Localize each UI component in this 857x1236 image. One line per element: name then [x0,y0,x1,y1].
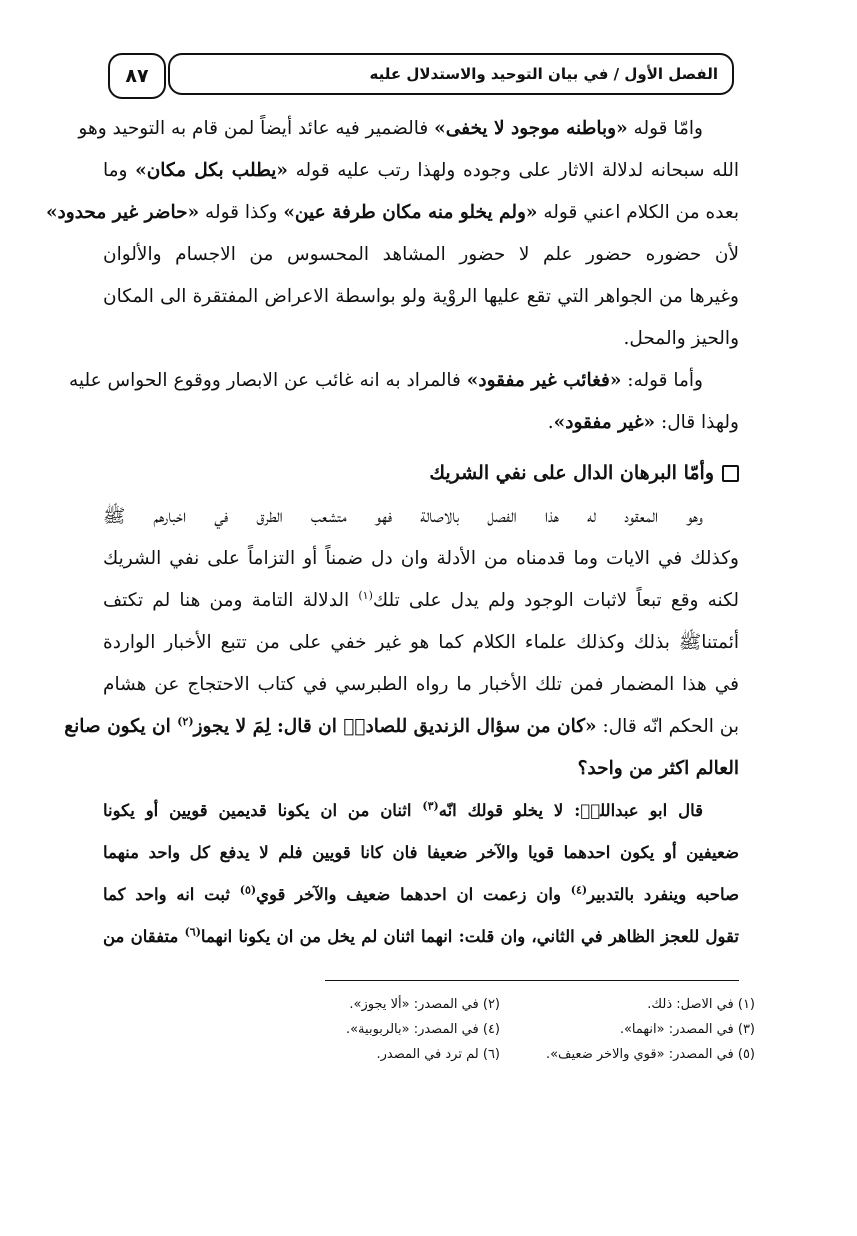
text-run: متفقان من [103,927,185,946]
footnote-marker: (٢) [177,714,194,728]
hadith-quote [103,790,739,958]
text-run: اثنان من ان يكونا قديمين قويين أو يكونا [103,801,423,820]
footnote-marker: (١) [358,588,373,602]
text-line [69,360,739,402]
main-text [45,108,739,958]
footnote-marker: (٦) [184,925,201,939]
footnote-marker: (٥) [239,883,257,897]
text-line: وغيرها من الجواهر التي تقع عليها الروْية ولو بواسطة الاعراض المفتقرة الى المكان [103,286,739,307]
text-line [103,402,739,444]
section-heading [429,444,739,502]
running-title [168,53,734,95]
quote-run: ان يكون صانع [64,716,178,737]
text-line: ضعيفين أو يكون احدهما قويا والآخر ضعيفا فان كانا قويين فلم لا يدفع كل واحد منهما [103,843,739,862]
footnote-marker: (٣) [422,799,439,813]
text-run: بعده من الكلام اعني قوله [537,202,739,223]
text-line: والحيز والمحل. [623,328,739,349]
text-run: قال ابو عبداللهؑ: لا يخلو قولك انّه [438,801,703,820]
footnote: (٥) في المصدر: «قوي والاخر ضعيف». [545,1047,755,1062]
footnote-row [245,1017,755,1042]
footnote-row [245,992,755,1017]
quote-run: «غير مفقود» [553,412,656,433]
text-run: الدلالة التامة ومن هنا لم تكتف [103,590,359,611]
footnote: (٢) في المصدر: «ألا يجوز». [349,997,500,1012]
text-run: فالضمير فيه عائد أيضاً لمن قام به التوحيد وهو [78,118,435,139]
text-run: صاحبه وينفرد بالتدبير [587,885,739,904]
text-line: لأن حضوره حضور علم لا حضور المشاهد المحسوس من الاجسام والألوان [103,244,739,265]
footnote-marker: (٤) [570,883,588,897]
section-heading-text: وأمّا البرهان الدال على نفي الشريك [429,462,714,484]
text-run: وامّا قوله [627,118,703,139]
text-run: . [547,412,554,433]
footnote: (٣) في المصدر: «انهما». [619,1022,755,1037]
footnote: (١) في الاصل: ذلك. [647,997,755,1012]
text-line [45,192,739,234]
text-line: العالم اكثر من واحد؟ [577,758,739,779]
text-line [103,580,739,622]
text-line: أئمتناﷺ بذلك وكذلك علماء الكلام كما هو غير خفي على من تتبع الأخبار الواردة [103,632,739,653]
running-title-text: الفصل الأول / في بيان التوحيد والاستدلال عليه [369,65,718,83]
quote-run: «وباطنه موجود لا يخفى» [434,118,628,139]
text-run: الله سبحانه لدلالة الاثار على وجوده ولهذا رتب عليه قوله [287,160,739,181]
text-run: وأما قوله: [621,370,703,391]
section-heading-line [103,444,739,496]
text-line [64,706,739,748]
quote-run: «ولم يخلو منه مكان طرفة عين» [283,202,538,223]
footnote-row [245,1042,755,1067]
text-line: وهو المعقود له هذا الفصل بالاصالة فهو متشعب الطرق في اخبارهم ﷺ [103,506,703,527]
square-bullet-icon [722,465,739,482]
text-line [103,150,739,192]
footnote: (٤) في المصدر: «بالربوبية». [345,1022,500,1037]
footnote-divider [325,980,739,981]
text-run: وكذا قوله [199,202,284,223]
quote-run: «حاضر غير محدود» [45,202,200,223]
running-header [108,53,738,99]
text-run: ولهذا قال: [655,412,739,433]
text-run: وما [103,160,136,181]
footnotes [245,992,755,1067]
quote-run: «فغائب غير مفقود» [466,370,622,391]
quote-run: «يطلب بكل مكان» [135,160,288,181]
text-run: لكنه وقع تبعاً لاثبات الوجود ولم يدل على تلك [372,590,739,611]
text-run: وان زعمت ان احدهما ضعيف والآخر قوي [256,885,571,904]
text-run: بن الحكم انّه قال: [596,716,739,737]
text-line [103,874,739,916]
text-line [78,108,739,150]
text-line: وكذلك في الايات وما قدمناه من الأدلة وان دل ضمناً أو التزاماً على نفي الشريك [103,548,739,569]
text-line [103,790,739,832]
footnote: (٦) لم ترد في المصدر. [376,1047,500,1062]
quote-run: «كان من سؤال الزنديق للصادقؑ ان قال: لِمَ لا يجوز [193,716,597,737]
text-run: فالمراد به انه غائب عن الابصار ووقوع الحواس عليه [69,370,467,391]
page-number: ٨٧ [108,53,166,99]
text-run: تقول للعجز الظاهر في الثاني، وان قلت: انهما اثنان لم يخل من ان يكونا انهما [200,927,739,946]
text-line [103,916,739,958]
text-run: ثبت انه واحد كما [103,885,240,904]
text-line: في هذا المضمار فمن تلك الأخبار ما رواه الطبرسي في كتاب الاحتجاج عن هشام [103,674,739,695]
